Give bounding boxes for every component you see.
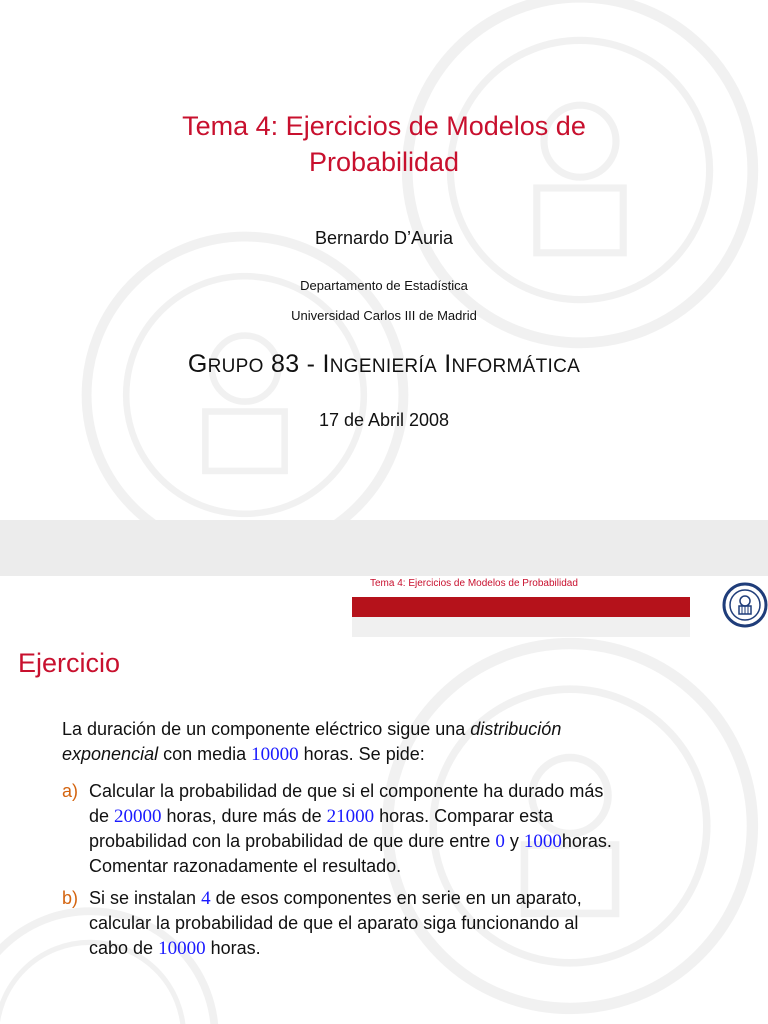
- intro-line2: [62, 742, 722, 767]
- intro-emphasis: distribución: [470, 719, 562, 739]
- item-number: 10000: [158, 938, 206, 959]
- item-text: cabo de: [89, 938, 159, 958]
- intro-text: La duración de un componente eléctrico sigue una: [62, 719, 471, 739]
- item-a: [89, 779, 729, 879]
- intro-mean-value: 10000: [251, 744, 299, 765]
- intro-emphasis: exponencial: [62, 744, 159, 764]
- item-a-line4: Comentar razonadamente el resultado.: [89, 856, 402, 876]
- item-a-line3: [89, 829, 729, 854]
- item-text: de: [89, 806, 115, 826]
- group-number: 83 -: [263, 350, 323, 378]
- slide-separator: [0, 520, 768, 576]
- item-b-line1: [89, 886, 729, 911]
- section-title: Ejercicio: [18, 648, 121, 678]
- item-number: 20000: [114, 806, 162, 827]
- item-b: [89, 886, 729, 961]
- item-b-line3: [89, 936, 729, 961]
- slide-title-line2: Probabilidad: [308, 147, 460, 177]
- intro-paragraph: [62, 717, 722, 767]
- slide-title-line1: Tema 4: Ejercicios de Modelos de: [182, 111, 586, 141]
- header-red-bar: [352, 597, 690, 617]
- author: Bernardo D’Auria: [314, 228, 454, 248]
- group-line: [0, 350, 768, 379]
- university: Universidad Carlos III de Madrid: [291, 308, 477, 323]
- group-g: G: [187, 350, 208, 378]
- item-number: 21000: [326, 806, 375, 827]
- university-seal-icon: [722, 582, 768, 628]
- item-number: 1000: [523, 831, 562, 852]
- intro-text: horas. Se pide:: [298, 744, 425, 764]
- item-number: 0: [495, 831, 505, 852]
- group-i: I: [322, 350, 330, 378]
- item-text: Si se instalan: [89, 888, 202, 908]
- intro-line1: [62, 717, 722, 742]
- group-rupo: RUPO: [207, 356, 264, 377]
- item-text: probabilidad con la probabilidad de que dure entre: [89, 831, 496, 851]
- item-text: horas, dure más de: [161, 806, 327, 826]
- item-text: horas.: [205, 938, 261, 958]
- slide-title: [0, 108, 768, 180]
- item-text: horas.: [561, 831, 612, 851]
- department: Departamento de Estadística: [300, 278, 468, 293]
- group-nformatica: NFORMÁTICA: [451, 356, 581, 377]
- group-inf: I: [437, 350, 452, 378]
- item-number: 4: [201, 888, 211, 909]
- intro-text: con media: [158, 744, 252, 764]
- group-ngenieria: NGENIERÍA: [329, 356, 437, 377]
- header-title: Tema 4: Ejercicios de Modelos de Probabilidad: [370, 578, 578, 589]
- item-b-marker: b): [62, 888, 79, 908]
- item-text: y: [504, 831, 524, 851]
- item-a-line1: Calcular la probabilidad de que si el componente ha durado más: [89, 781, 604, 801]
- date: 17 de Abril 2008: [318, 410, 450, 430]
- item-a-marker: a): [62, 781, 79, 801]
- item-text: de esos componentes en serie en un aparato,: [210, 888, 582, 908]
- item-a-line2: [89, 804, 729, 829]
- item-text: horas. Comparar esta: [374, 806, 554, 826]
- item-b-line2: calcular la probabilidad de que el aparato siga funcionando al: [89, 913, 579, 933]
- header-grey-bar: [352, 617, 690, 637]
